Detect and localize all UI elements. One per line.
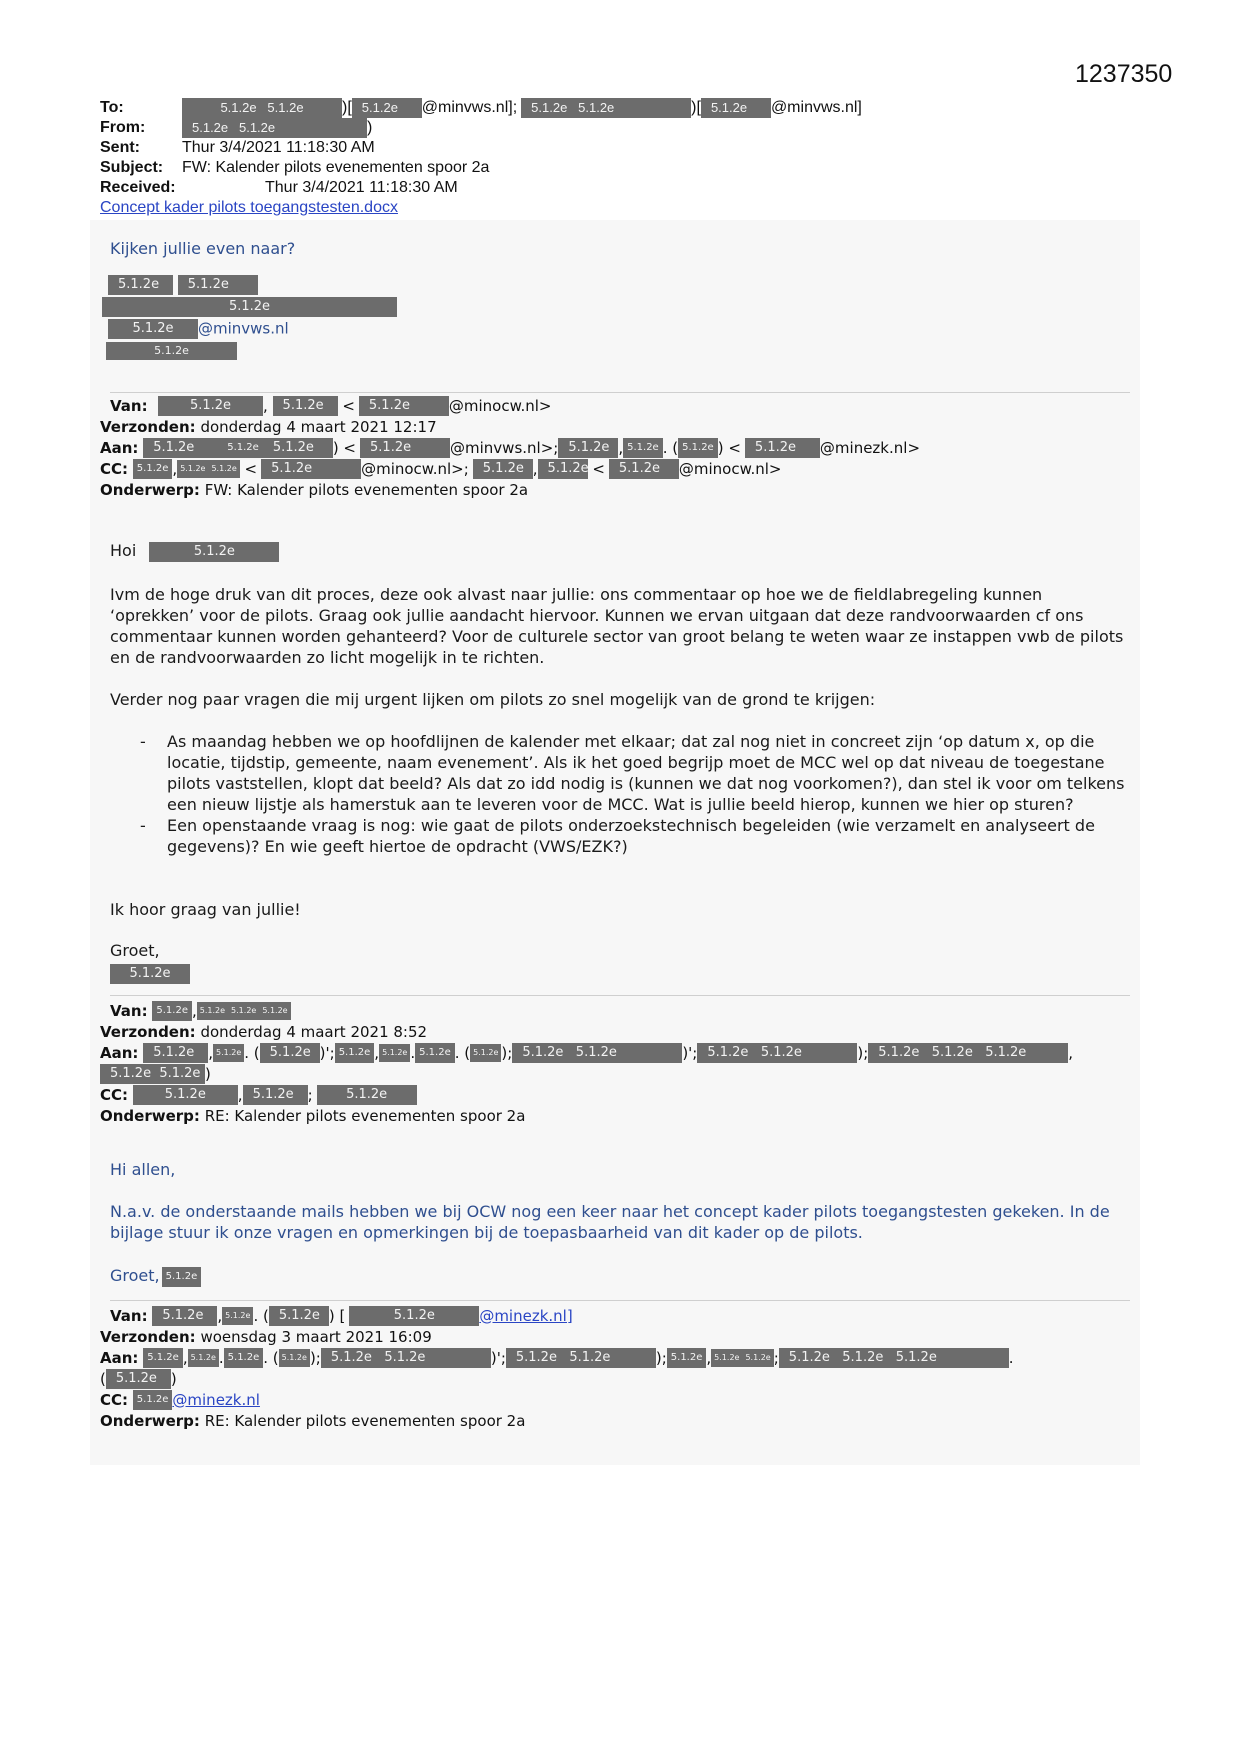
redaction: 5.1.2e bbox=[558, 438, 618, 458]
onderwerp-label: Onderwerp: bbox=[100, 1106, 200, 1125]
msg2-para1: Ivm de hoge druk van dit proces, deze ook alvast naar jullie: ons commentaar op hoe we de fieldlabregeling kunnen ‘oprekken’ voor de pilots. Graag ook jullie aandacht hiervoor. Kunnen we ervan uitgaan dat deze randvoorwaarden cf ons commentaar kunnen worden gehanteerd? Voor de culturele sector van groot belang te weten waar ze instappen vwb de pilots en de randvoorwaarden zo licht mogelijk in te richten. bbox=[110, 585, 1124, 667]
van-label: Van: bbox=[110, 396, 148, 415]
redaction: 5.1.2e bbox=[243, 1085, 308, 1105]
redaction: 5.1.2e bbox=[149, 542, 279, 562]
van-row: Van: 5.1.2e , 5.1.2e < 5.1.2e @minocw.nl> bbox=[100, 395, 920, 416]
redaction: 5.1.2e 5.1.2e 5.1.2e bbox=[868, 1043, 1068, 1063]
greeting: Hoi bbox=[110, 541, 137, 560]
redaction: 5.1.2e bbox=[108, 319, 198, 339]
onderwerp-value: FW: Kalender pilots evenementen spoor 2a bbox=[204, 480, 529, 499]
onderwerp-value: RE: Kalender pilots evenementen spoor 2a bbox=[204, 1106, 526, 1125]
redaction: 5.1.2e bbox=[379, 1044, 410, 1062]
aan-row-cont: 5.1.2e 5.1.2e ) bbox=[100, 1063, 1073, 1084]
cc-domain: @minocw.nl> bbox=[678, 459, 782, 478]
aan-row: Aan: 5.1.2e 5.1.2e 5.1.2e ) < 5.1.2e @minvws.nl>; 5.1.2e , 5.1.2e . ( 5.1.2e ) < 5.1.2e @minezk.nl> bbox=[100, 438, 921, 457]
aan-row-cont: ( 5.1.2e ) bbox=[100, 1369, 177, 1388]
redaction: 5.1.2e 5.1.2e bbox=[182, 98, 342, 118]
onderwerp-label: Onderwerp: bbox=[100, 1411, 200, 1430]
subject-row bbox=[100, 158, 862, 178]
redaction: 5.1.2e bbox=[108, 275, 173, 295]
redaction: 5.1.2e 5.1.2e bbox=[100, 1064, 205, 1084]
redaction: 5.1.2e bbox=[359, 396, 449, 416]
redaction: 5.1.2e bbox=[143, 1348, 183, 1368]
redaction: 5.1.2e bbox=[678, 438, 718, 458]
redaction: 5.1.2e 5.1.2e 5.1.2e bbox=[779, 1348, 1009, 1368]
verzonden-value: donderdag 4 maart 2021 12:17 bbox=[200, 417, 437, 436]
redaction: 5.1.2e bbox=[279, 1349, 310, 1367]
msg1-body: Kijken jullie even naar? bbox=[110, 239, 296, 258]
redaction: 5.1.2e bbox=[102, 297, 397, 317]
verzonden-row bbox=[100, 416, 920, 437]
from-label: From: bbox=[100, 119, 146, 136]
redaction: 5.1.2e 5.1.2e bbox=[182, 118, 367, 138]
msg4-header bbox=[100, 1305, 1014, 1431]
cc-label: CC: bbox=[100, 459, 129, 478]
onderwerp-value: RE: Kalender pilots evenementen spoor 2a bbox=[204, 1411, 526, 1430]
redaction: 5.1.2e bbox=[742, 1349, 773, 1367]
redaction: 5.1.2e bbox=[701, 98, 771, 118]
msg2-greeting bbox=[110, 540, 1130, 562]
redaction: 5.1.2e bbox=[261, 459, 361, 479]
redaction: 5.1.2e bbox=[106, 342, 237, 360]
cc-label: CC: bbox=[100, 1085, 129, 1104]
redaction: 5.1.2e bbox=[223, 438, 263, 458]
groet-text: Groet, bbox=[110, 1266, 160, 1285]
msg2-sign bbox=[110, 962, 1130, 984]
sent-label: Sent: bbox=[100, 139, 140, 156]
redaction: 5.1.2e bbox=[110, 964, 190, 984]
redaction: 5.1.2e bbox=[152, 1001, 192, 1021]
redaction: 5.1.2e bbox=[143, 438, 223, 458]
aan-domain: @minezk.nl> bbox=[819, 438, 921, 457]
aan-row: Aan: 5.1.2e , 5.1.2e . ( 5.1.2e )'; 5.1.2e , 5.1.2e . 5.1.2e . ( 5.1.2e ); 5.1.2e 5.1.2e )'; 5.1.2e 5.1.2e ); 5.1.2e 5.1.2e 5.1.2e , bbox=[100, 1043, 1074, 1062]
redaction: 5.1.2e bbox=[711, 1349, 742, 1367]
received-row bbox=[100, 178, 862, 198]
redaction: 5.1.2e bbox=[106, 1369, 171, 1389]
redaction: 5.1.2e bbox=[152, 1306, 217, 1326]
from-row: From: 5.1.2e 5.1.2e ) bbox=[100, 119, 373, 136]
redaction: 5.1.2e bbox=[317, 1085, 417, 1105]
msg2-header bbox=[100, 395, 920, 500]
msg3-groet bbox=[110, 1265, 1130, 1287]
verzonden-value: donderdag 4 maart 2021 8:52 bbox=[200, 1022, 428, 1041]
onderwerp-row bbox=[100, 479, 920, 500]
msg2-groet: Groet, bbox=[110, 941, 160, 960]
redaction: 5.1.2e 5.1.2e bbox=[512, 1043, 682, 1063]
sent-row bbox=[100, 138, 862, 158]
aan-label: Aan: bbox=[100, 1348, 139, 1367]
redaction: 5.1.2e bbox=[177, 460, 208, 478]
redaction: 5.1.2e bbox=[133, 459, 173, 479]
subject-value: FW: Kalender pilots evenementen spoor 2a bbox=[182, 159, 490, 176]
msg3-greeting: Hi allen, bbox=[110, 1160, 176, 1179]
redaction: 5.1.2e bbox=[745, 438, 820, 458]
verzonden-label: Verzonden: bbox=[100, 1327, 196, 1346]
divider bbox=[110, 995, 1130, 996]
redaction: 5.1.2e bbox=[538, 459, 588, 479]
to-label: To: bbox=[100, 99, 124, 116]
redaction: 5.1.2e bbox=[222, 1307, 253, 1325]
bullet-item: - As maandag hebben we op hoofdlijnen de kalender met elkaar; dat zal nog niet in concreet zijn ‘op datum x, op die locatie, tijdstip, gemeente, naam evenement’. Als ik het goed begrijp moet de MCC wel op dat niveau de toegestane pilots vaststellen, klopt dat beeld? Als dat zo idd nodig is (kunnen we dat nog voorkomen?), dan stel ik voor om telkens een nieuw lijstje als hamerstuk aan te leveren voor de MCC. Wat is jullie beeld hierop, kunnen we hier op sturen? bbox=[110, 731, 1130, 815]
redaction: 5.1.2e bbox=[259, 1002, 290, 1020]
redaction: 5.1.2e bbox=[667, 1348, 707, 1368]
email-header bbox=[100, 98, 862, 218]
van-domain: @minocw.nl> bbox=[448, 396, 552, 415]
redaction: 5.1.2e bbox=[349, 1306, 479, 1326]
redaction: 5.1.2e bbox=[260, 1043, 320, 1063]
redaction: 5.1.2e 5.1.2e bbox=[506, 1348, 656, 1368]
attachment-link[interactable]: Concept kader pilots toegangstesten.docx bbox=[100, 199, 398, 216]
redaction: 5.1.2e bbox=[335, 1043, 375, 1063]
sent-value: Thur 3/4/2021 11:18:30 AM bbox=[182, 139, 375, 156]
redaction: 5.1.2e 5.1.2e bbox=[321, 1348, 491, 1368]
redaction: 5.1.2e bbox=[473, 459, 533, 479]
redaction: 5.1.2e bbox=[228, 1002, 259, 1020]
msg2-para2: Verder nog paar vragen die mij urgent lijken om pilots zo snel mogelijk van de grond te krijgen: bbox=[110, 690, 876, 709]
cc-label: CC: bbox=[100, 1390, 129, 1409]
van-domain[interactable]: @minezk.nl] bbox=[479, 1306, 573, 1325]
aan-domain: @minvws.nl>; bbox=[450, 438, 559, 457]
aan-row: Aan: 5.1.2e , 5.1.2e . 5.1.2e . ( 5.1.2e ); 5.1.2e 5.1.2e )'; 5.1.2e 5.1.2e ); 5.1.2e , 5.1.2e 5.1.2e ; 5.1.2e 5.1.2e 5.1.2e . bbox=[100, 1348, 1014, 1367]
redaction: 5.1.2e bbox=[352, 98, 422, 118]
msg2-closing: Ik hoor graag van jullie! bbox=[110, 900, 301, 919]
van-row: Van: 5.1.2e , 5.1.2e 5.1.2e 5.1.2e bbox=[100, 1000, 1073, 1021]
redaction: 5.1.2e bbox=[415, 1043, 455, 1063]
redaction: 5.1.2e bbox=[213, 1044, 244, 1062]
cc-row bbox=[100, 1389, 1014, 1410]
van-label: Van: bbox=[110, 1306, 148, 1325]
redaction: 5.1.2e bbox=[158, 396, 263, 416]
verzonden-value: woensdag 3 maart 2021 16:09 bbox=[200, 1327, 432, 1346]
onderwerp-row bbox=[100, 1105, 1073, 1126]
attachment-row bbox=[100, 198, 862, 218]
received-value: Thur 3/4/2021 11:18:30 AM bbox=[265, 179, 458, 196]
redaction: 5.1.2e bbox=[263, 438, 333, 458]
verzonden-row bbox=[100, 1021, 1073, 1042]
redaction: 5.1.2e bbox=[470, 1044, 501, 1062]
redaction: 5.1.2e bbox=[623, 438, 663, 458]
to-row: To: 5.1.2e 5.1.2e )[ 5.1.2e @minvws.nl]; 5.1.2e 5.1.2e )[ 5.1.2e @minvws.nl] bbox=[100, 99, 862, 116]
redaction: 5.1.2e bbox=[208, 460, 239, 478]
redaction: 5.1.2e bbox=[162, 1267, 202, 1287]
subject-label: Subject: bbox=[100, 159, 164, 176]
to-domain: @minvws.nl]; bbox=[421, 99, 518, 116]
onderwerp-label: Onderwerp: bbox=[100, 480, 200, 499]
msg3-para: N.a.v. de onderstaande mails hebben we bij OCW nog een keer naar het concept kader pilots toegangstesten gekeken. In de bijlage stuur ik onze vragen en opmerkingen bij de toepasbaarheid van dit kader op de pilots. bbox=[110, 1202, 1110, 1242]
cc-row: CC: 5.1.2e , 5.1.2e ; 5.1.2e bbox=[100, 1084, 1073, 1105]
received-label: Received: bbox=[100, 179, 176, 196]
aan-label: Aan: bbox=[100, 1043, 139, 1062]
verzonden-label: Verzonden: bbox=[100, 1022, 196, 1041]
aan-label: Aan: bbox=[100, 438, 139, 457]
cc-domain[interactable]: @minezk.nl bbox=[172, 1390, 260, 1409]
redaction: 5.1.2e bbox=[143, 1043, 208, 1063]
to-domain: @minvws.nl] bbox=[770, 99, 862, 116]
van-label: Van: bbox=[110, 1001, 148, 1020]
redaction: 5.1.2e bbox=[269, 1306, 329, 1326]
van-row: Van: 5.1.2e , 5.1.2e . ( 5.1.2e ) [ 5.1.2e @minezk.nl] bbox=[100, 1305, 1014, 1326]
msg1-signature bbox=[108, 275, 397, 363]
redaction: 5.1.2e 5.1.2e bbox=[521, 98, 691, 118]
divider bbox=[110, 392, 1130, 393]
redaction: 5.1.2e bbox=[224, 1348, 264, 1368]
divider bbox=[110, 1300, 1130, 1301]
verzonden-label: Verzonden: bbox=[100, 417, 196, 436]
verzonden-row bbox=[100, 1326, 1014, 1347]
cc-row: CC: 5.1.2e , 5.1.2e 5.1.2e < 5.1.2e @minocw.nl>; 5.1.2e , 5.1.2e < 5.1.2e @minocw.nl> bbox=[100, 459, 782, 478]
onderwerp-row bbox=[100, 1410, 1014, 1431]
redaction: 5.1.2e bbox=[188, 1349, 219, 1367]
redaction: 5.1.2e bbox=[133, 1390, 173, 1410]
redaction: 5.1.2e bbox=[273, 396, 338, 416]
redaction: 5.1.2e bbox=[360, 438, 450, 458]
redaction: 5.1.2e 5.1.2e bbox=[697, 1043, 857, 1063]
msg2-bullets bbox=[110, 731, 1130, 857]
redaction: 5.1.2e bbox=[609, 459, 679, 479]
redaction: 5.1.2e bbox=[133, 1085, 238, 1105]
redaction: 5.1.2e bbox=[178, 275, 258, 295]
cc-domain: @minocw.nl>; bbox=[361, 459, 469, 478]
bullet-item: - Een openstaande vraag is nog: wie gaat de pilots onderzoekstechnisch begeleiden (wie verzamelt en analyseert de gegevens)? En wie geeft hiertoe de opdracht (VWS/EZK?) bbox=[110, 815, 1130, 857]
msg3-header bbox=[100, 1000, 1073, 1126]
redaction: 5.1.2e bbox=[197, 1002, 228, 1020]
sig-email: @minvws.nl bbox=[198, 319, 289, 338]
document-id: 1237350 bbox=[1075, 60, 1173, 88]
